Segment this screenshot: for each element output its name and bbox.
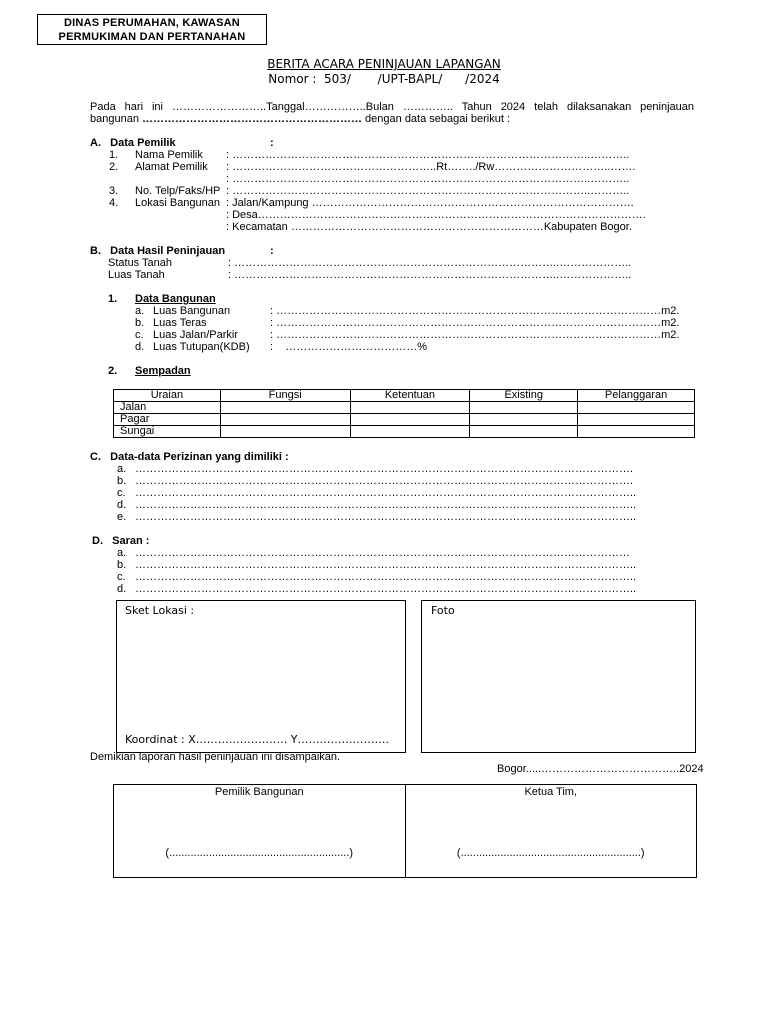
intro-bangunan-label: bangunan xyxy=(90,113,142,125)
table-cell xyxy=(350,414,470,426)
building-item-letter: c. xyxy=(135,329,144,341)
agency-name-line-1: DINAS PERUMAHAN, KAWASAN xyxy=(64,17,240,29)
table-cell xyxy=(220,402,350,414)
owner-signature-title: Pemilik Bangunan xyxy=(214,786,304,798)
section-b-heading: B. Data Hasil Peninjauan xyxy=(90,245,226,257)
suggestion-item-letter: d. xyxy=(117,583,127,595)
intro-line-2 xyxy=(90,113,510,125)
table-cell xyxy=(220,414,350,426)
table-row xyxy=(114,414,695,426)
table-cell xyxy=(220,426,350,438)
table-cell xyxy=(350,426,470,438)
table-cell xyxy=(470,426,578,438)
owner-item-label: No. Telp/Faks/HP xyxy=(135,185,221,197)
table-row-label: Jalan xyxy=(114,402,221,414)
building-item-letter: d. xyxy=(135,341,145,353)
section-b-colon: : xyxy=(270,245,274,257)
building-item-label: Luas Jalan/Parkir xyxy=(153,329,238,341)
owner-item-value: : ……………………………………………………………………………………..……….. xyxy=(226,185,630,197)
document-number: Nomor : 503/ /UPT-BAPL/ /2024 xyxy=(268,72,500,86)
subsection-1-num: 1. xyxy=(108,293,118,305)
permit-item-dots: ……………………………………………………………………………………………………………………….. xyxy=(135,499,637,511)
building-item-label: Luas Bangunan xyxy=(153,305,231,317)
owner-item-value: : ……………………………………………………………………………………..……….. xyxy=(226,149,630,161)
owner-item-label: Nama Pemilik xyxy=(135,149,203,161)
suggestion-item-dots: ……………………………………………………………………………………………………………………….. xyxy=(135,559,637,571)
sempadan-table xyxy=(113,389,695,438)
photo-label: Foto xyxy=(431,604,455,617)
building-item-value: : ………………………………% xyxy=(270,341,428,353)
table-row xyxy=(114,426,695,438)
land-row-label: Status Tanah xyxy=(108,257,173,269)
building-item-label: Luas Teras xyxy=(153,317,207,329)
table-header-row xyxy=(114,390,695,402)
suggestion-item-letter: c. xyxy=(117,571,126,583)
intro-line-1: Pada hari ini ……………………..Tanggal……………..Bulan ………….. Tahun 2024 telah dilaksanakan peninjauan xyxy=(90,101,694,113)
land-row-value: : ……………………………………………………………………………..……………….. xyxy=(228,269,632,281)
table-cell xyxy=(350,402,470,414)
table-row xyxy=(114,402,695,414)
table-header-cell: Uraian xyxy=(114,390,221,402)
building-item-value: : ……………………………………………………………………………………………m2. xyxy=(270,317,680,329)
permit-item-dots: ……………………………………………………………………………………………………………………….. xyxy=(135,487,637,499)
team-leader-signature-cell xyxy=(405,785,697,878)
agency-name-line-2: PERMUKIMAN DAN PERTANAHAN xyxy=(58,31,246,43)
place-date: Bogor.....………………………………..2024 xyxy=(497,763,704,775)
owner-item-num: 1. xyxy=(109,149,119,161)
team-leader-signature-title: Ketua Tim, xyxy=(524,786,578,798)
land-row-value: : ……………………………………………………………………………..……………….. xyxy=(228,257,632,269)
owner-item-num: 2. xyxy=(109,161,119,173)
building-item-value: : ……………………………………………………………………………………………m2. xyxy=(270,329,680,341)
permit-item-dots: ………………………………………………………………………………………………………………………. xyxy=(135,463,634,475)
suggestion-item-letter: a. xyxy=(117,547,127,559)
building-item-label: Luas Tutupan(KDB) xyxy=(153,341,250,353)
coordinate-label: Koordinat : X……………………. Y……………………. xyxy=(125,733,389,746)
owner-item-label: Lokasi Bangunan xyxy=(135,197,221,209)
signature-table xyxy=(113,784,697,878)
permit-item-dots: ………………………………………………………………………………………………………………………. xyxy=(135,475,634,487)
owner-signature-line: (...........................................................) xyxy=(165,847,354,859)
permit-item-letter: c. xyxy=(117,487,126,499)
owner-item-label: Alamat Pemilik xyxy=(135,161,208,173)
table-header-cell: Existing xyxy=(470,390,578,402)
table-row-label: Pagar xyxy=(114,414,221,426)
suggestion-item-dots: ……………………………………………………………………………………………………………………….. xyxy=(135,583,637,595)
table-header-cell: Ketentuan xyxy=(350,390,470,402)
table-cell xyxy=(578,414,695,426)
table-row-label: Sungai xyxy=(114,426,221,438)
owner-signature-cell xyxy=(114,785,406,878)
location-desa: : Desa……………………………………………………………………………………………. xyxy=(226,209,646,221)
building-item-letter: a. xyxy=(135,305,145,317)
permit-item-letter: e. xyxy=(117,511,127,523)
table-cell xyxy=(470,414,578,426)
suggestion-item-letter: b. xyxy=(117,559,127,571)
photo-box xyxy=(421,600,696,753)
building-item-letter: b. xyxy=(135,317,145,329)
intro-suffix: dengan data sebagai berikut : xyxy=(362,113,511,125)
suggestion-item-dots: ……………………………………………………………………………………………………………………… xyxy=(135,547,630,559)
table-cell xyxy=(578,402,695,414)
owner-item-num: 4. xyxy=(109,197,119,209)
subsection-1-title: Data Bangunan xyxy=(135,293,216,305)
document-title: BERITA ACARA PENINJAUAN LAPANGAN xyxy=(267,57,501,71)
closing-statement: Demikian laporan hasil peninjauan ini disampaikan. xyxy=(90,751,341,763)
agency-header-box xyxy=(37,14,267,45)
sketch-box xyxy=(116,600,406,753)
land-row-label: Luas Tanah xyxy=(108,269,165,281)
table-header-cell: Fungsi xyxy=(220,390,350,402)
section-a-heading: A. Data Pemilik xyxy=(90,137,176,149)
permit-item-dots: ……………………………………………………………………………………………………………………….. xyxy=(135,511,637,523)
permit-item-letter: d. xyxy=(117,499,127,511)
owner-item-value: : ………………………………………………..Rt……../Rw…………………………..……. xyxy=(226,161,636,173)
owner-item-value: : Jalan/Kampung ……………………………………………………………………………. xyxy=(226,197,634,209)
subsection-2-num: 2. xyxy=(108,365,118,377)
team-leader-signature-line: (...........................................................) xyxy=(456,847,645,859)
sketch-label: Sket Lokasi : xyxy=(125,604,195,617)
section-c-heading: C. Data-data Perizinan yang dimiliki : xyxy=(90,451,289,463)
building-item-value: : ……………………………………………………………………………………………m2. xyxy=(270,305,680,317)
table-cell xyxy=(470,402,578,414)
intro-bangunan-dots: …………………………………………………… xyxy=(142,113,362,125)
table-header-cell: Pelanggaran xyxy=(578,390,695,402)
section-d-heading: D. Saran : xyxy=(92,535,150,547)
owner-item-num: 3. xyxy=(109,185,119,197)
table-cell xyxy=(578,426,695,438)
suggestion-item-dots: ……………………………………………………………………………………………………………………….. xyxy=(135,571,637,583)
owner-item-value: : ……………………………………………………………………………………..……….. xyxy=(226,173,630,185)
section-a-colon: : xyxy=(270,137,274,149)
permit-item-letter: b. xyxy=(117,475,127,487)
subsection-2-title: Sempadan xyxy=(135,365,191,377)
permit-item-letter: a. xyxy=(117,463,127,475)
location-kecamatan: : Kecamatan ……………………………………………………………Kabupaten Bogor. xyxy=(226,221,632,233)
